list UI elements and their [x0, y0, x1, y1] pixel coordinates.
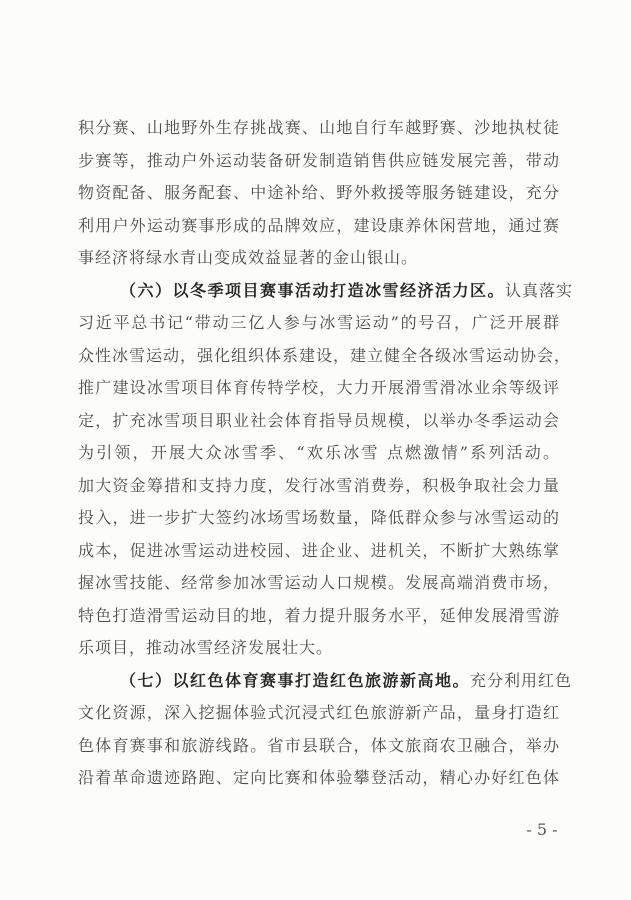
- text-line: 加大资金筹措和支持力度，发行冰雪消费券，积极争取社会力量: [78, 475, 560, 495]
- text-line: 色体育赛事和旅游线路。省市县联合，体文旅商农卫融合，举办: [78, 735, 560, 755]
- text-line: 定，扩充冰雪项目职业社会体育指导员规模，以举办冬季运动会: [78, 410, 560, 430]
- text-line: 握冰雪技能、经常参加冰雪运动人口规模。发展高端消费市场，: [78, 573, 560, 592]
- text-line: 步赛等，推动户外运动装备研发制造销售供应链发展完善，带动: [78, 150, 560, 170]
- text-line: 乐项目，推动冰雪经济发展壮大。: [78, 638, 334, 657]
- text-line: 积分赛、山地野外生存挑战赛、山地自行车越野赛、沙地执杖徒: [78, 118, 560, 137]
- text-line: 成本，促进冰雪运动进校园、进企业、进机关，不断扩大熟练掌: [78, 540, 560, 560]
- section-heading-line: [78, 665, 573, 698]
- page-number: - 5 -: [526, 820, 558, 839]
- text-line: 文化资源，深入挖掘体验式沉浸式红色旅游新产品，量身打造红: [78, 703, 560, 722]
- text-line: 利用户外运动赛事形成的品牌效应，建设康养休闲营地，通过赛: [78, 215, 560, 235]
- text-line: 特色打造滑雪运动目的地，着力提升服务水平，延伸发展滑雪游: [78, 605, 560, 625]
- section-heading-rest: 认真落实: [505, 280, 574, 300]
- text-line: 投入，进一步扩大签约冰场雪场数量，降低群众参与冰雪运动的: [78, 508, 560, 527]
- text-line: 物资配备、服务配套、中途补给、野外救援等服务链建设，充分: [78, 183, 560, 202]
- section-heading-6: （六）以冬季项目赛事活动打造冰雪经济活力区。: [120, 280, 506, 300]
- section-heading-rest: 充分利用红色: [470, 670, 573, 690]
- text-line: 为引领，开展大众冰雪季、“欢乐冰雪 点燃激情”系列活动。: [78, 443, 560, 462]
- text-line: 习近平总书记“带动三亿人参与冰雪运动”的号召，广泛开展群: [78, 313, 560, 332]
- text-line: 推广建设冰雪项目体育传特学校，大力开展滑雪滑冰业余等级评: [78, 378, 560, 397]
- body-text: [78, 112, 574, 795]
- text-line: 沿着革命遗迹路跑、定向比赛和体验攀登活动，精心办好红色体: [78, 768, 560, 787]
- text-line: 众性冰雪运动，强化组织体系建设，建立健全各级冰雪运动协会，: [78, 345, 572, 365]
- section-heading-line: [78, 275, 574, 308]
- section-heading-7: （七）以红色体育赛事打造红色旅游新高地。: [120, 670, 471, 690]
- text-line: 事经济将绿水青山变成效益显著的金山银山。: [78, 248, 419, 267]
